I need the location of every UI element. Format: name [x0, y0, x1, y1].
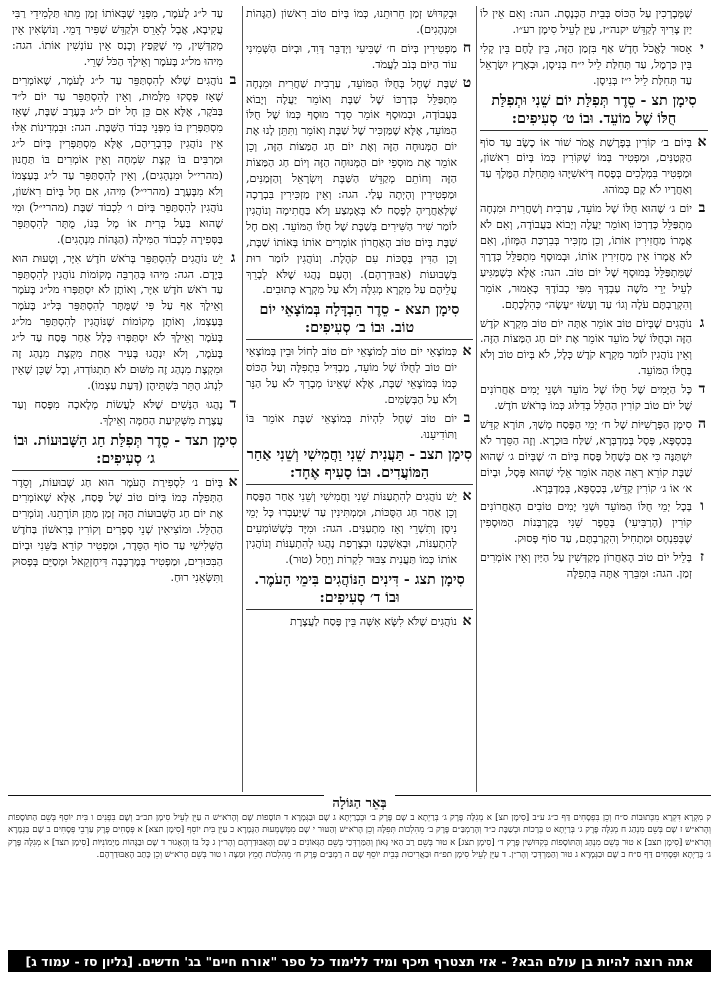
seif-marker: ב	[698, 200, 706, 217]
column-right	[477, 6, 711, 792]
footer-banner: אתה רוצה להיות בן עולם הבא? - אזי תצטרף תיכף ומיד ללימוד כל ספר "אורח חיים" בג' חדשים. [גליון סז - עמוד ג]	[8, 950, 711, 972]
seif-marker: ב	[463, 409, 471, 426]
seif-marker: ד	[229, 395, 237, 412]
seif-paragraph	[480, 417, 708, 497]
seif-paragraph	[12, 251, 239, 394]
seif-paragraph	[246, 344, 473, 408]
seif-paragraph	[480, 6, 708, 38]
seif-marker: א	[462, 613, 472, 630]
seif-marker: י	[700, 39, 704, 56]
seif-paragraph	[12, 6, 239, 70]
seif-text: אָסוּר לֶאֱכֹל חָדָשׁ אַף בִּזְמַן הַזֶּה, בֵּין לֶחֶם בֵּין קָלִי בֵּין כַּרְמֶל, עַד תְּחִלַּת לֵיל י״ח בְּנִיסָן, וּבְאֶרֶץ יִשְׂרָאֵל עַד תְּחִלַּת לֵיל י״ז בְּנִיסָן.	[480, 41, 692, 87]
notes-divider	[8, 795, 711, 812]
seif-marker: ח	[462, 39, 472, 56]
seif-paragraph	[480, 550, 708, 582]
siman-heading: סִימָן תצ - סֵדֶר תְּפִלַּת יוֹם שֵׁנִי וּתְפִלַּת חֻלּוֹ שֶׁל מוֹעֵד. וּבוֹ ט׳ סְעִיפִים:	[480, 92, 708, 131]
seif-text: נָהֲגוּ הַנָּשִׁים שֶׁלֹּא לַעֲשׂוֹת מְלָאכָה מִפֶּסַח וְעַד עֲצֶרֶת מִשְּׁקִיעַת הַחַמָּה וְאֵילָךְ.	[12, 397, 223, 427]
seif-paragraph	[246, 489, 473, 569]
seif-paragraph	[480, 316, 708, 380]
seif-text: יוֹם טוֹב שֶׁחָל לִהְיוֹת בְּמוֹצָאֵי שַׁבָּת אוֹמֵר בּוֹ וַתּוֹדִיעֵנוּ.	[246, 411, 457, 441]
seif-text: כְּמוֹצָאֵי יוֹם טוֹב לְמוֹצָאֵי יוֹם טוֹב לְחוֹל וּבֵין בְּמוֹצָאֵי יוֹם טוֹב לְחֻלּוֹ שֶׁל מוֹעֵד, מַבְדִּיל בִּתְפִלָּה וְעַל הַכּוֹס כְּמוֹ בְּמוֹצָאֵי שַׁבָּת, אֶלָּא שֶׁאֵינוֹ מְבָרֵךְ לֹא עַל הַנֵּר וְלֹא עַל הַבְּשָׂמִים.	[246, 345, 457, 407]
seif-paragraph	[12, 475, 239, 586]
seif-text: נוֹהֲגִים שֶׁבְּיוֹם טוֹב אוֹמֵר אַתָּה יוֹם טוֹב מִקְרָא קֹדֶשׁ הַזֶּה וּבְחֻלּוֹ שֶׁל מוֹעֵד אוֹמֵר אֶת יוֹם חַג הַמַּצּוֹת הַזֶּה. וְאֵין נוֹהֲגִין לוֹמַר מִקְרָא קֹדֶשׁ כְּלָל, לֹא בְּיוֹם טוֹב וְלֹא בְּחֻלּוֹ הַמּוֹעֵד.	[480, 316, 692, 378]
seif-marker	[461, 6, 473, 38]
seif-text: סִימָן הַפָּרָשִׁיּוֹת שֶׁל ח׳ יְמֵי הַפֶּסַח מְשַׁךְ, תּוֹרָא קַדֵּשׁ בְּכַסְפָּא, פְּסָל בְּמַדְבְּרָא, שַׁלַּח בּוּכְרָא. וְזֶה הַסֵּדֶר לֹא יִשְׁתַּנֶּה כִּי אִם כְּשֶׁחָל פֶּסַח בְּיוֹם ה׳ שֶׁבְּיוֹם ג׳ שֶׁהוּא שַׁבָּת קוֹרֵא רְאֵה אַתָּה אוֹמֵר אֵלַי שֶׁהוּא פְּסָל, וּבְיוֹם א׳ אוֹ ג׳ קוֹרִין קַדֵּשׁ, בְּכַסְפָּא, בְּמַדְבְּרָא.	[480, 417, 692, 495]
seif-text: שֶׁמְּבָרְכִין עַל הַכּוֹס בְּבֵית הַכְּנֶסֶת. הגה: וְאִם אֵין לוֹ יַיִן צָרִיךְ לְקַדֵּשׁ יקנה״ז, עַיֵּן לְעֵיל סִימָן רע״ו.	[480, 7, 692, 36]
seif-marker: א	[228, 473, 238, 490]
seif-text: יוֹם ג׳ שֶׁהוּא חֻלּוֹ שֶׁל מוֹעֵד, עַרְבִית וְשַׁחֲרִית וּמִנְחָה מִתְפַּלֵּל כְּדַרְכּוֹ וְאוֹמֵר יַעֲלֶה וְיָבוֹא בַּעֲבוֹדָה, וְאִם לֹא אֲמָרוֹ מַחֲזִירִין אוֹתוֹ, וְכֵן מַזְכִּיר בְּבִרְכַּת הַמָּזוֹן, וְאִם לֹא אֲמָרוֹ אֵין מַחֲזִירִין אוֹתוֹ, וּבְמוּסָף מִתְפַּלֵּל כְּדֶרֶךְ שֶׁמִּתְפַּלֵּל בְּמוּסָף שֶׁל יוֹם טוֹב. הגה: אֶלָּא כְּשֶׁמַּגִּיעַ לְעֵיל יְרֵי מֹשֶׁה עַבְדֶּךָ מִפִּי כְבוֹדֶךָ כָּאָמוּר, אוֹמֵר וְהִקְרַבְתֶּם עֹלָה וְגוֹ׳ עַד וְעָשׂוּ ״עָשָׂה״ כְּהִלְכָתָם.	[480, 202, 692, 311]
seif-paragraph	[246, 6, 473, 38]
siman-heading: סִימָן תצא - סֵדֶר הַבְדָּלָה בְּמוֹצָאֵי יוֹם טוֹב. וּבוֹ ב׳ סְעִיפִים:	[246, 301, 473, 340]
seif-paragraph	[246, 411, 473, 443]
seif-text: בְּלֵיל יוֹם טוֹב הָאַחֲרוֹן מְקַדְּשִׁין עַל הַיַּיִן וְאֵין אוֹמְרִים זְמַן. הגה: וּמִבֵּרַךְ אַתָּה בִּתְפִלָּה	[480, 551, 692, 581]
seif-marker: ט	[462, 74, 472, 91]
seif-text: בְּכָל יְמֵי חֻלּוֹ הַמּוֹעֵד וּשְׁנֵי יָמִים טוֹבִים הָאַחֲרוֹנִים קוֹרִין (הָרַבִּיעִי) בְּסֵפֶר שֵׁנִי בְּקָרְבְּנוֹת הַמּוּסָפִין שֶׁבְּפִנְחָס וּמַתְחִיל וְהִקְרַבְתֶּם, עַד סוֹף פָּסוּק.	[480, 500, 692, 546]
seif-paragraph	[480, 41, 708, 89]
seif-marker	[696, 6, 708, 38]
seif-text: נוֹהֲגִים שֶׁלֹּא לְהִסְתַּפֵּר עַד ל״ג לָעֹמֶר, שֶׁאוֹמְרִים שֶׁאָז פָּסְקוּ מִלָּמוּת, וְאֵין לְהִסְתַּפֵּר עַד יוֹם ל״ד בַּבֹּקֶר, אֶלָּא אִם כֵּן חָל יוֹם ל״ג בְּעֶרֶב שַׁבָּת, שֶׁאָז מִסְתַּפְּרִין בּוֹ מִפְּנֵי כְּבוֹד הַשַּׁבָּת. הגה: וּבִמְדִינוֹת אֵלּוּ אֵין נוֹהֲגִין כְּדִבְרֵיהֶם, אֶלָּא מִסְתַּפְּרִין בְּיוֹם ל״ג וּמַרְבִּים בּוֹ קְצָת שִׂמְחָה וְאֵין אוֹמְרִים בּוֹ תַּחֲנוּן (מהרי״ל וּמִנְהָגִים), וְאֵין לְהִסְתַּפֵּר עַד ל״ג בְּעַצְמוֹ וְלֹא מִבָּעֶרֶב (מהרי״ל) מִיהוּ, אִם חָל בְּיוֹם רִאשׁוֹן, נוֹהֲגִין לְהִסְתַּפֵּר בְּיוֹם ו׳ לִכְבוֹד שַׁבָּת (מהרי״ל) וּמִי שֶׁהוּא בַּעַל בְּרִית אוֹ מָל בְּנוֹ, מֻתָּר לְהִסְתַּפֵּר בַּסְּפִירָה לִכְבוֹד הַמִּילָה (הַגָּהוֹת מִנְהָגִים).	[12, 73, 223, 246]
seif-paragraph	[246, 614, 473, 630]
siman-heading: סִימָן תצג - דִּינִים הַנּוֹהֲגִים בִּימֵי הָעֹמֶר. וּבוֹ ד׳ סְעִיפִים:	[246, 571, 473, 610]
footnotes: ק מִקְרָא דִּקְרָא מִכְּתוּבוֹת ס״ח וְכֵן בִּפְסָחִים דַּף כ״ג ע״ב [סִימָן תצ] א מְגִלָּה פֶּרֶק ג׳ בְּרַיְתָא ב שָׁם פֶּרֶק ב׳ וּבְבָרַיְתָא ג שָׁם וּבַגְּמָרָא ד תּוֹסָפוֹת שָׁם וְהָרֹא״שׁ ה עַיֵּן לְעֵיל סִימָן תכ״ב וְשָׁם בִּפְנִים ו בִּית יוֹסֵף בְּשֵׁם הַתּוֹסָפוֹת וְהָרֹא״שׁ ז שָׁם בְּשֵׁם מִנְהַג ח מְגִלָּה פֶּרֶק ג׳ בְּרַיְתָא ט בְּרָכוֹת וּבְשַׁבָּת כ״ד וְהָרַמְבַּ״ם פֶּרֶק ב׳ מֵהִלְכוֹת תְּפִלָּה וְכֵן הָרֹא״שׁ וְהַטּוּר י שָׁם מִמְּשָׁמְעוּת הַגְּמָרָא כ עַיֵּן בִּית יוֹסֵף [סִימָן תצא] א פְּסָחִים פֶּרֶק עַרְבֵי פְּסָחִים ב שָׁם בַּגְּמָרָא וְהָרֹא״שׁ [סִימָן תצב] א טוּר בְּשֵׁם מִנְהַג וְהַתּוֹסָפוֹת בְּקִדּוּשִׁין פֶּרֶק ד׳ [סִימָן תצג] א טוּר בְּשֵׁם רַב הַאי גָּאוֹן וְהַמַּרְדְּכַי בְּשֵׁם הַגְּאוֹנִים ב שָׁם וְהָאַבּוּדַרְהָם וְהָר״ן ג כָּל בּוֹ וְהָאָגוּר ד שָׁם וּבַגָּהוֹת מַיְמוֹנִיּוֹת [סִימָן תצד] א מְגִלָּה פֶּרֶק ג׳ בְּרַיְתָא וּפְסָחִים דַּף ס״ח ב שָׁם וּבַגְּמָרָא ג טוּר וְהַמַּרְדְּכַי וְהָר״ן. ד עַיֵּן לְעֵיל סִימָן תפ״ח וּבַאֲרִיכוּת בְּבֵית יוֹסֵף שָׁם ה רַמְבַּ״ם פֶּרֶק ח׳ מֵהִלְכוֹת חָמֵץ וּמַצָּה ו טוּר בְּשֵׁם הָרֹא״שׁ וְכֵן כָּתַב הָאַבּוּדַרְהָם.	[8, 813, 711, 861]
seif-marker	[227, 6, 239, 70]
seif-marker: א	[697, 133, 707, 150]
column-middle	[243, 6, 477, 792]
seif-text: שַׁבָּת שֶׁחָל בְּחֻלּוֹ הַמּוֹעֵד, עַרְבִית שַׁחֲרִית וּמִנְחָה מִתְפַּלֵּל כְּדַרְכּוֹ שֶׁל שַׁבָּת וְאוֹמֵר יַעֲלֶה וְיָבוֹא בַּעֲבוֹדָה, וּבְמוּסָף אוֹמֵר סֵדֶר מוּסָף כְּמוֹ שֶׁל חֻלּוֹ הַמּוֹעֵד, אֶלָּא שֶׁמַּזְכִּיר שֶׁל שַׁבָּת וְאוֹמֵר וַתִּתֵּן לָנוּ אֶת יוֹם הַמְּנוּחָה הַזֶּה וְאֶת יוֹם חַג הַמַּצּוֹת הַזֶּה, וְכֵן אוֹמֵר אֶת מוּסְפֵי יוֹם הַמְּנוּחָה הַזֶּה וְיוֹם חַג הַמַּצּוֹת הַזֶּה וְחוֹתֵם מְקַדֵּשׁ הַשַּׁבָּת וְיִשְׂרָאֵל וְהַזְּמַנִּים, וּמַפְטִירִין וְהָיְתָה עָלַי. הגה: וְאֵין מַזְכִּירִין בִּבְרָכָה שֶׁלְּאַחֲרֶיהָ לְפֶסַח לֹא בְּאֶמְצַע וְלֹא בַּחֲתִימָה וְנוֹהֲגִין לוֹמַר שִׁיר הַשִּׁירִים בְּשַׁבָּת שֶׁל חֻלּוֹ הַמּוֹעֵד. וְאִם חָל שַׁבָּת בְּיוֹם טוֹב הָאַחֲרוֹן אוֹמְרִים אוֹתוֹ בְּאוֹתוֹ שַׁבָּת, וְכֵן הַדִּין בְּסֻכּוֹת עִם קֹהֶלֶת. וְנוֹהֲגִין לוֹמַר רוּת בְּשָׁבוּעוֹת (אַבּוּדַרְהָם). וְהָעָם נָהֲגוּ שֶׁלֹּא לְבָרֵךְ עֲלֵיהֶם עַל מִקְרָא מְגִלָּה וְלֹא עַל מִקְרָא כְּתוּבִים.	[246, 76, 457, 297]
seif-paragraph	[480, 499, 708, 547]
seif-marker: א	[462, 487, 472, 504]
seif-paragraph	[246, 41, 473, 73]
seif-paragraph	[480, 201, 708, 312]
siman-heading: סִימָן תצב - תַּעֲנִית שֵׁנִי וַחֲמִישִׁי וְשֵׁנִי אַחַר הַמּוֹעֲדִים. וּבוֹ סָעִיף אֶחָד:	[246, 446, 473, 485]
seif-marker: א	[462, 343, 472, 360]
seif-text: כָּל הַיָּמִים שֶׁל חֻלּוֹ שֶׁל מוֹעֵד וּשְׁנֵי יָמִים אַחֲרוֹנִים שֶׁל יוֹם טוֹב קוֹרִין הַהַלֵּל בְּדִלּוּג כְּמוֹ בְּרֹאשׁ חֹדֶשׁ.	[480, 383, 692, 413]
seif-paragraph	[12, 397, 239, 429]
siman-heading: סִימָן תצד - סֵדֶר תְּפִלַּת חַג הַשָּׁבוּעוֹת. וּבוֹ ג׳ סְעִיפִים:	[12, 432, 239, 471]
seif-text: בְּיוֹם נ׳ לִסְפִירַת הָעֹמֶר הוּא חַג שָׁבוּעוֹת, וְסֵדֶר הַתְּפִלָּה כְּמוֹ בְּיוֹם טוֹב שֶׁל פֶּסַח, אֶלָּא שֶׁאוֹמְרִים אֶת יוֹם חַג הַשָּׁבוּעוֹת הַזֶּה זְמַן מַתַּן תּוֹרָתֵנוּ. וְגוֹמְרִים הַהַלֵּל. וּמוֹצִיאִין שְׁנֵי סְפָרִים וְקוֹרִין בָּרִאשׁוֹן בַּחֹדֶשׁ הַשְּׁלִישִׁי עַד סוֹף הַסֵּדֶר, וּמַפְטִיר קוֹרֵא בַּשֵּׁנִי וּבְיוֹם הַבִּכּוּרִים, וּמַפְטִיר בְּמֶרְכָּבָה דִּיחֶזְקֵאל וּמְסַיֵּם בְּפָסוּק וַתִּשָּׂאֵנִי רוּחַ.	[12, 475, 223, 584]
seif-paragraph	[246, 76, 473, 299]
seif-text: וּבְקִדּוּשׁ זְמַן חֵרוּתֵנוּ, כְּמוֹ בְּיוֹם טוֹב רִאשׁוֹן (הַגָּהוֹת וּמִנְהָגִים).	[246, 7, 457, 36]
seif-text: נוֹהֲגִים שֶׁלֹּא לִשָּׂא אִשָּׁה בֵּין פֶּסַח לַעֲצֶרֶת	[289, 615, 457, 629]
text-columns	[8, 6, 711, 792]
divider-label: בְּאֵר הַגּוֹלָה	[324, 795, 394, 811]
seif-marker: ב	[229, 71, 237, 88]
seif-text: מַפְטִירִין בְּיוֹם ח׳ שֶׁבִּיעִי וַיְדַבֵּר דָּוִד, וּבְיוֹם הַשְּׁמִינִי עוֹד הַיּוֹם בְּנֹב לַעֲמֹד.	[246, 41, 457, 71]
seif-marker: ה	[697, 415, 707, 432]
seif-marker: ג	[699, 314, 705, 331]
seif-text: יֵשׁ נוֹהֲגִים לְהִתְעַנּוֹת שֵׁנִי וַחֲמִישִׁי וְשֵׁנִי אַחַר הַפֶּסַח וְכֵן אַחַר חַג הַסֻּכּוֹת, וּמַמְתִּינִין עַד שֶׁיַּעַבְרוּ כָּל יְמֵי נִיסָן וְתִשְׁרֵי וְאָז מִתְעַנִּים. הגה: וּמִיָּד כְּשֶׁשּׁוֹמְעִים לְהִתְעַנּוֹת, וּבְאַשְׁכְּנַז וּבְצָרְפַת נָהֲגוּ לְהִתְעַנּוֹת וְנוֹהֲגִין אוֹתוֹ כְּמוֹ תַּעֲנִית צִבּוּר לִקְרוֹת וַיְחַל (טוּר).	[246, 489, 457, 567]
document-page	[8, 6, 711, 972]
seif-paragraph	[480, 382, 708, 414]
seif-text: עַד ל״ג לָעֹמֶר, מִפְּנֵי שֶׁבְּאוֹתוֹ זְמַן מֵתוּ תַּלְמִידֵי רַבִּי עֲקִיבָא, אֲבָל לְאָרֵס וּלְקַדֵּשׁ שַׁפִּיר דָּמֵי. וְנוֹשְׂאִין אֵין מְקַדְּשִׁין, מִי שֶׁקָּפַץ וְכָנַס אֵין עוֹנְשִׁין אוֹתוֹ. הגה: מִיהוּ מל״ג בָּעֹמֶר וְאֵילָךְ הַכֹּל שָׁרֵי.	[12, 7, 223, 68]
seif-marker: ד	[698, 381, 706, 398]
seif-marker: ו	[700, 498, 704, 515]
seif-text: בְּיוֹם ב׳ קוֹרִין בְּפָרָשַׁת אֱמֹר שׁוֹר אוֹ כֶשֶׂב עַד סוֹף הַקְּטַנִּים, וּמַפְטִיר בְּמוֹ שֶׁקּוֹרִין כְּמוֹ בְּיוֹם רִאשׁוֹן, וּמַפְטִיר בִּמְלָכִים בְּפֶסַח דְּיֹאשִׁיָּהוּ מִתְּחִלַּת הַמֶּלֶךְ עַד וְאַחֲרָיו לֹא קָם כָּמוֹהוּ.	[480, 135, 692, 197]
seif-marker: ז	[700, 549, 704, 566]
seif-paragraph	[12, 73, 239, 248]
seif-paragraph	[480, 135, 708, 199]
seif-text: יֵשׁ נוֹהֲגִים לְהִסְתַּפֵּר בְּרֹאשׁ חֹדֶשׁ אִיָּר, וְטָעוּת הוּא בְּיָדָם. הגה: מִיהוּ בְּהַרְבֵּה מְקוֹמוֹת נוֹהֲגִין לְהִסְתַּפֵּר עַד רֹאשׁ חֹדֶשׁ אִיָּר, וְאוֹתָן לֹא יִסְתַּפְּרוּ מל״ג בָּעֹמֶר וְאֵילָךְ אַף עַל פִּי שֶׁמֻּתָּר לְהִסְתַּפֵּר בְּל״ג בָּעֹמֶר בְּעַצְמוֹ, וְאוֹתָן מְקוֹמוֹת שֶׁנּוֹהֲגִין לְהִסְתַּפֵּר מל״ג בָּעֹמֶר וְאֵילָךְ לֹא יִסְתַּפְּרוּ כְּלָל אַחַר פֶּסַח עַד ל״ג בָּעֹמֶר, וְלֹא יִנְהֲגוּ בָּעִיר אַחַת מִקְצָת מִנְהַג זֶה וּמִקְצָת מִנְהַג זֶה מִשּׁוּם לֹא תִתְגּוֹדְדוּ, וְכָל שֶׁכֵּן שֶׁאֵין לִנְהֹג הֶתֵּר בִּשְׁתֵּיהֶן (דַּעַת עַצְמוֹ).	[12, 251, 223, 392]
seif-marker: ג	[230, 249, 236, 266]
column-left	[9, 6, 243, 792]
